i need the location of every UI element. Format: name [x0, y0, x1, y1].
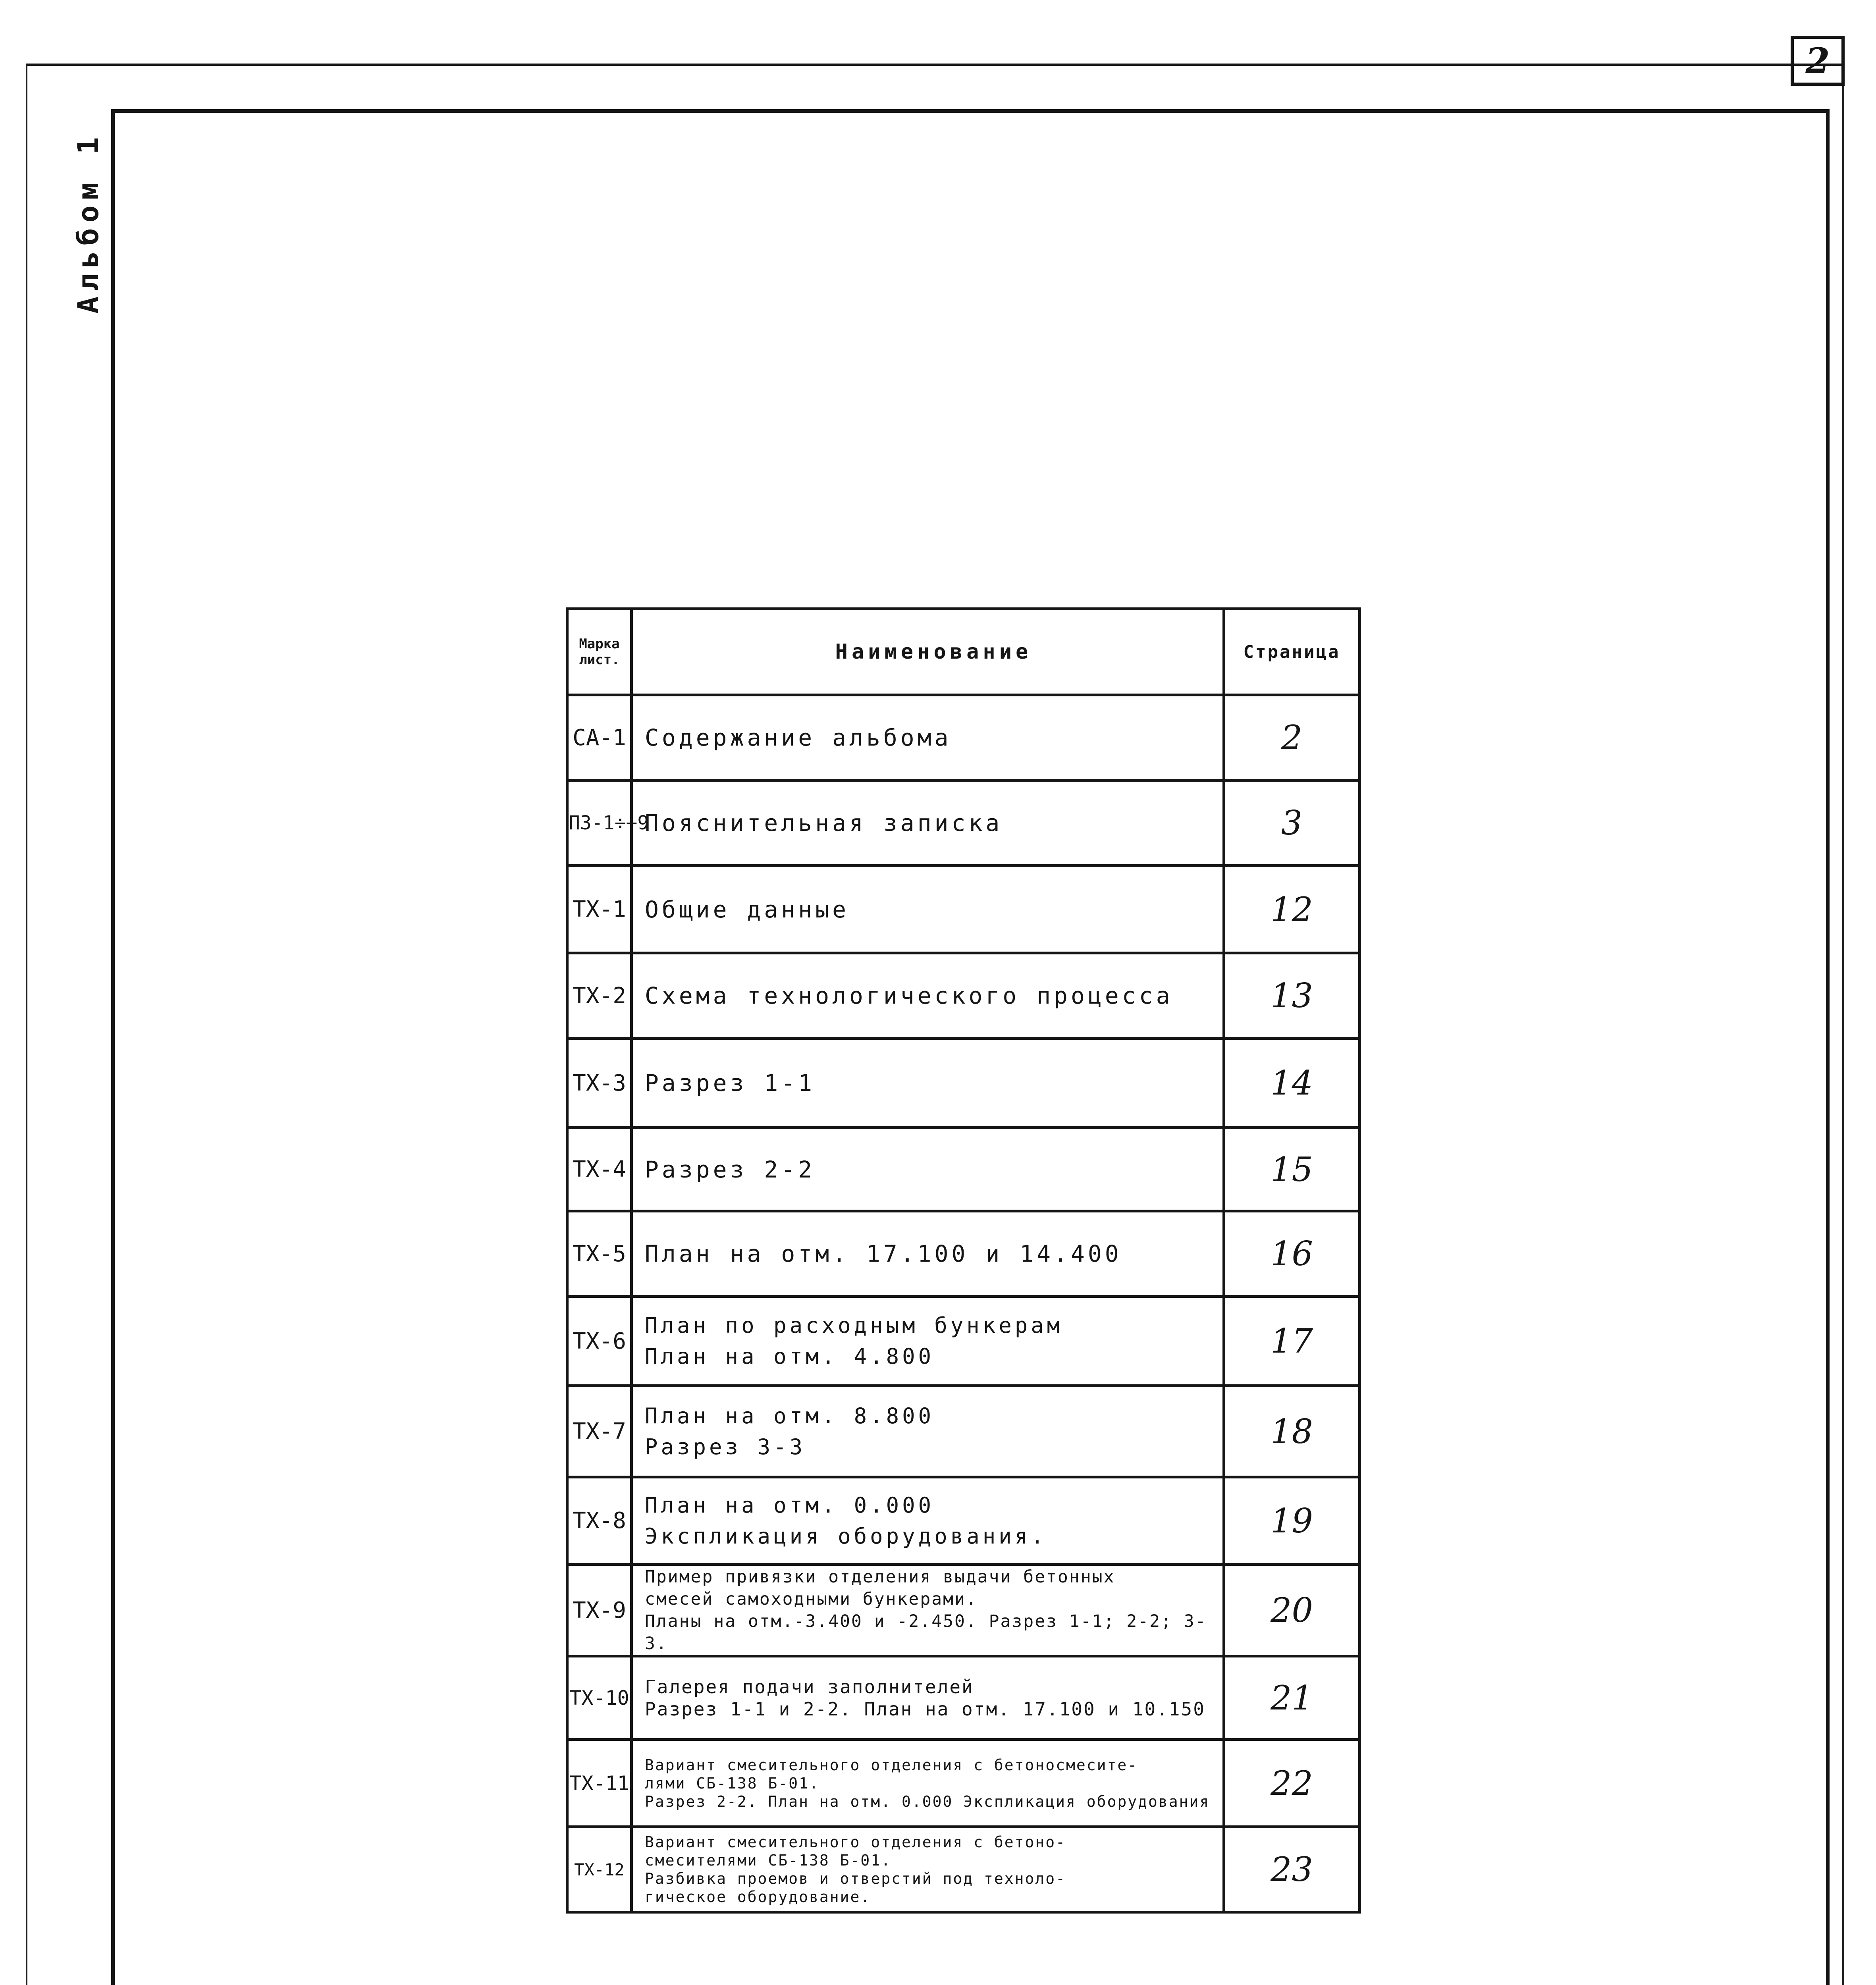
- row-name: План на отм. 17.100 и 14.400: [632, 1211, 1224, 1297]
- table-row: [567, 1827, 1360, 1912]
- row-name: Разрез 1-1: [632, 1039, 1224, 1128]
- row-code: ТХ-5: [567, 1211, 632, 1297]
- table-row: [567, 1297, 1360, 1386]
- row-page: 14: [1224, 1039, 1360, 1128]
- header-code: Марка лист.: [567, 609, 632, 695]
- row-page: 23: [1224, 1827, 1360, 1912]
- row-name-line: Разрез 1-1 и 2-2. План на отм. 17.100 и 10.150: [645, 1698, 1205, 1720]
- row-name: Схема технологического процесса: [632, 953, 1224, 1039]
- table-row: [567, 1386, 1360, 1477]
- row-name-line: гическое оборудование.: [645, 1888, 871, 1906]
- row-page: 22: [1224, 1740, 1360, 1827]
- table-row: [567, 1128, 1360, 1211]
- row-code: ТХ-10: [567, 1656, 632, 1740]
- row-name-line: План по расходным бункерам: [645, 1313, 1063, 1338]
- row-name: Общие данные: [632, 866, 1224, 953]
- row-name: [632, 1827, 1224, 1912]
- row-name: [632, 1386, 1224, 1477]
- row-name-line: Планы на отм.-3.400 и -2.450. Разрез 1-1; 2-2; 3-3.: [645, 1611, 1207, 1654]
- row-name-line: План на отм. 4.800: [645, 1344, 935, 1369]
- row-code: ТХ-11: [567, 1740, 632, 1827]
- table-row: [567, 695, 1360, 781]
- row-code: ТХ-2: [567, 953, 632, 1039]
- row-page: 3: [1224, 781, 1360, 866]
- row-name: Разрез 2-2: [632, 1128, 1224, 1211]
- row-name-line: Разрез 3-3: [645, 1434, 806, 1459]
- row-page: 16: [1224, 1211, 1360, 1297]
- row-name-line: Разрез 2-2. План на отм. 0.000 Экспликация оборудования: [645, 1792, 1210, 1810]
- row-name: [632, 1740, 1224, 1827]
- row-name-line: Вариант смесительного отделения с бетоно-: [645, 1833, 1066, 1851]
- header-name: Наименование: [632, 609, 1224, 695]
- row-page: 19: [1224, 1477, 1360, 1565]
- row-page: 21: [1224, 1656, 1360, 1740]
- row-name: Содержание альбома: [632, 695, 1224, 781]
- row-name-line: Экспликация оборудования.: [645, 1523, 1047, 1549]
- row-name-line: смесителями СБ-138 Б-01.: [645, 1852, 892, 1869]
- row-code: ТХ-3: [567, 1039, 632, 1128]
- row-name-line: Пример привязки отделения выдачи бетонных: [645, 1567, 1115, 1587]
- row-name-line: План на отм. 8.800: [645, 1403, 935, 1428]
- table-header-row: [567, 609, 1360, 695]
- row-code: ТХ-1: [567, 866, 632, 953]
- row-page: 17: [1224, 1297, 1360, 1386]
- table-row: [567, 866, 1360, 953]
- row-name-line: Разбивка проемов и отверстий под техноло-: [645, 1870, 1066, 1887]
- contents-table: [566, 607, 1361, 1914]
- row-code: ТХ-7: [567, 1386, 632, 1477]
- row-page: 15: [1224, 1128, 1360, 1211]
- row-code: ПЗ-1÷÷9: [567, 781, 632, 866]
- row-name: [632, 1297, 1224, 1386]
- row-name: [632, 1656, 1224, 1740]
- table-row: [567, 1565, 1360, 1656]
- row-name: [632, 1565, 1224, 1656]
- row-page: 20: [1224, 1565, 1360, 1656]
- table-row: [567, 1039, 1360, 1128]
- table-row: [567, 1740, 1360, 1827]
- sheet-number: 2: [1791, 36, 1845, 86]
- row-code: СА-1: [567, 695, 632, 781]
- row-page: 13: [1224, 953, 1360, 1039]
- row-name-line: Галерея подачи заполнителей: [645, 1676, 974, 1698]
- row-page: 18: [1224, 1386, 1360, 1477]
- row-name-line: смесей самоходными бункерами.: [645, 1589, 978, 1609]
- table-row: [567, 1656, 1360, 1740]
- row-code: ТХ-9: [567, 1565, 632, 1656]
- row-page: 12: [1224, 866, 1360, 953]
- row-name: [632, 1477, 1224, 1565]
- row-code: ТХ-12: [567, 1827, 632, 1912]
- row-name-line: Вариант смесительного отделения с бетоносмесите-: [645, 1756, 1138, 1774]
- row-name-line: План на отм. 0.000: [645, 1492, 935, 1518]
- album-label: Альбом 1: [71, 131, 105, 314]
- row-code: ТХ-8: [567, 1477, 632, 1565]
- row-name: Пояснительная записка: [632, 781, 1224, 866]
- header-page: Страница: [1224, 609, 1360, 695]
- table-row: [567, 1477, 1360, 1565]
- table-row: [567, 781, 1360, 866]
- table-row: [567, 1211, 1360, 1297]
- table-row: [567, 953, 1360, 1039]
- row-page: 2: [1224, 695, 1360, 781]
- row-code: ТХ-4: [567, 1128, 632, 1211]
- row-code: ТХ-6: [567, 1297, 632, 1386]
- row-name-line: лями СБ-138 Б-01.: [645, 1774, 819, 1792]
